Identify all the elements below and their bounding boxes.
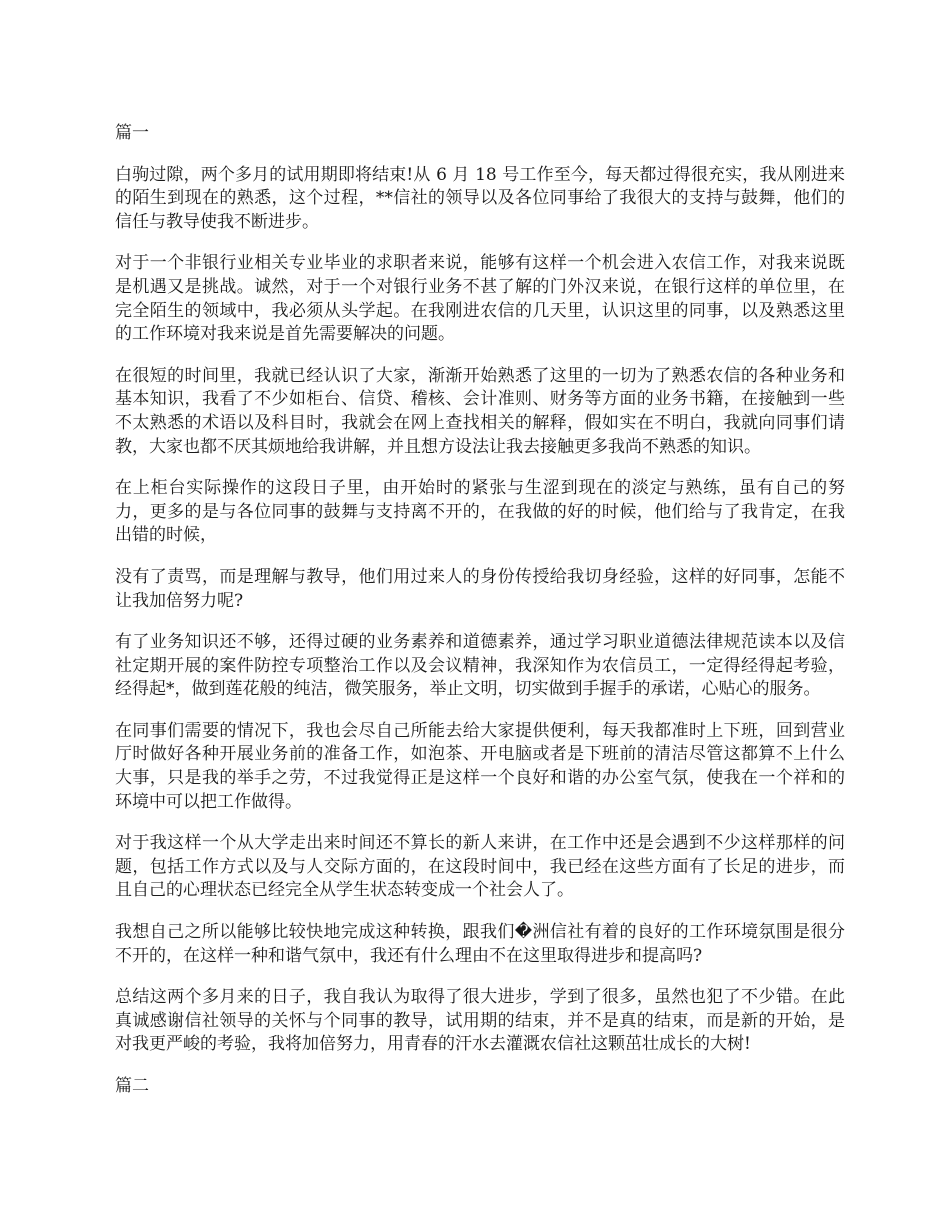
paragraph-2: 对于一个非银行业相关专业毕业的求职者来说，能够有这样一个机会进入农信工作，对我来说既是机遇又是挑战。诚然，对于一个对银行业务不甚了解的门外汉来说，在银行这样的单位里，在完全陌生的领域中，我必须从头学起。在我刚进农信的几天里，认识这里的同事，以及熟悉这里的工作环境对我来说是首先需要解决的问题。	[115, 253, 845, 345]
paragraph-5: 没有了责骂，而是理解与教导，他们用过来人的身份传授给我切身经验，这样的好同事，怎能不让我加倍努力呢?	[115, 566, 845, 611]
paragraph-9: 我想自己之所以能够比较快地完成这种转换，跟我们�洲信社有着的良好的工作环境氛围是很分不开的，在这样一种和谐气氛中，我还有什么理由不在这里取得进步和提高吗?	[115, 922, 845, 966]
paragraph-7: 在同事们需要的情况下，我也会尽自己所能去给大家提供便利，每天我都准时上下班，回到营业厅时做好各种开展业务前的准备工作，如泡茶、开电脑或者是下班前的清洁尽管这都算不上什么大事，只是我的举手之劳，不过我觉得正是这样一个良好和谐的办公室气氛，使我在一个祥和的环境中可以把工作做得。	[115, 720, 845, 812]
document-page	[115, 122, 845, 1117]
paragraph-6: 有了业务知识还不够，还得过硬的业务素养和道德素养，通过学习职业道德法律规范读本以及信社定期开展的案件防控专项整治工作以及会议精神，我深知作为农信员工，一定得经得起考验，经得起*，做到莲花般的纯洁，微笑服务，举止文明，切实做到手握手的承诺，心贴心的服务。	[115, 632, 845, 700]
section-heading-1: 篇一	[115, 123, 149, 143]
paragraph-8: 对于我这样一个从大学走出来时间还不算长的新人来讲，在工作中还是会遇到不少这样那样的问题，包括工作方式以及与人交际方面的，在这段时间中，我已经在这些方面有了长足的进步，而且自己的心理状态已经完全从学生状态转变成一个社会人了。	[115, 833, 845, 901]
paragraph-3: 在很短的时间里，我就已经认识了大家，渐渐开始熟悉了这里的一切为了熟悉农信的各种业务和基本知识，我看了不少如柜台、信贷、稽核、会计准则、财务等方面的业务书籍，在接触到一些不太熟悉的术语以及科目时，我就会在网上查找相关的解释，假如实在不明白，我就向同事们请教，大家也都不厌其烦地给我讲解，并且想方设法让我去接触更多我尚不熟悉的知识。	[115, 365, 845, 457]
paragraph-4: 在上柜台实际操作的这段日子里，由开始时的紧张与生涩到现在的淡定与熟练，虽有自己的努力，更多的是与各位同事的鼓舞与支持离不开的，在我做的好的时候，他们给与了我肯定，在我出错的时候，	[115, 478, 845, 546]
paragraph-10: 总结这两个多月来的日子，我自我认为取得了很大进步，学到了很多，虽然也犯了不少错。在此真诚感谢信社领导的关怀与个同事的教导，试用期的结束，并不是真的结束，而是新的开始，是对我更严峻的考验，我将加倍努力，用青春的汗水去灌溉农信社这颗茁壮成长的大树!	[115, 987, 845, 1055]
paragraph-1: 白驹过隙，两个多月的试用期即将结束!从 6 月 18 号工作至今，每天都过得很充实，我从刚进来的陌生到现在的熟悉，这个过程，**信社的领导以及各位同事给了我很大的支持与鼓舞，他们的信任与教导使我不断进步。	[115, 164, 845, 232]
section-heading-2: 篇二	[115, 1076, 149, 1096]
